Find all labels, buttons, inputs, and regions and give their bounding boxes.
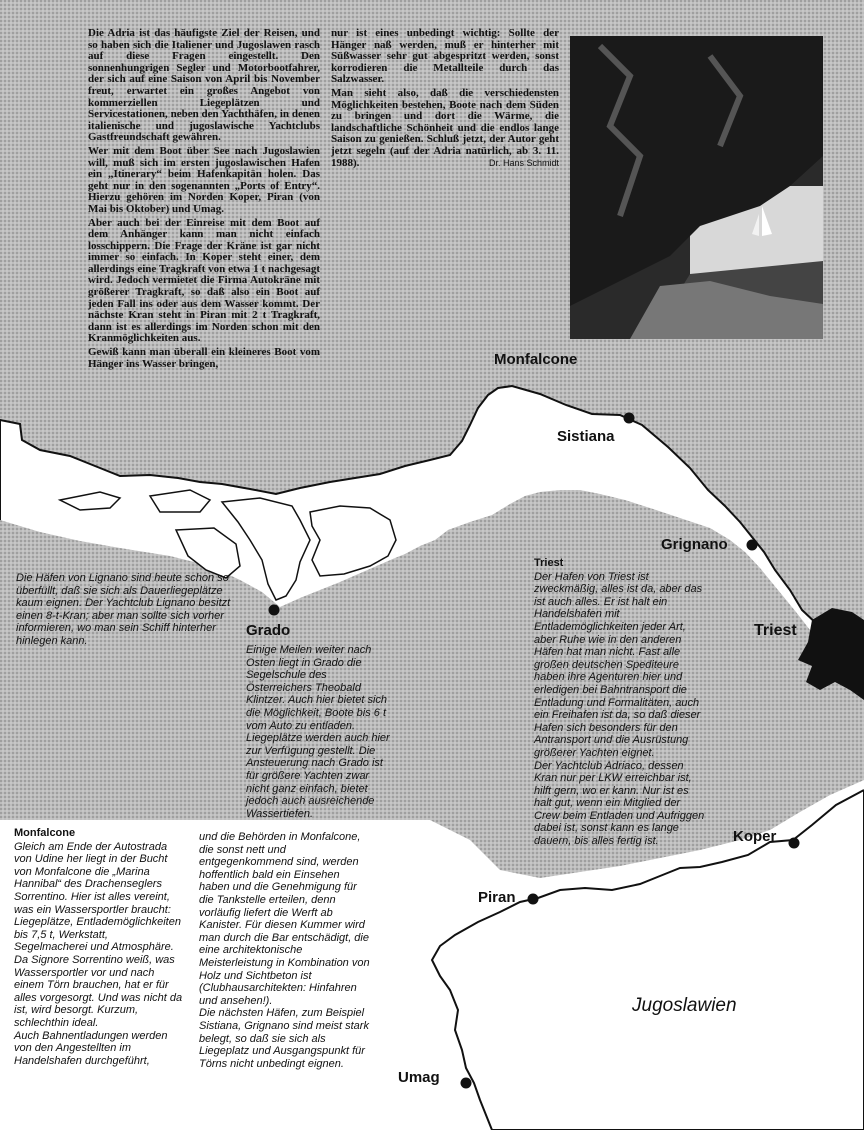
piran-dot: [528, 894, 539, 905]
city-label-umag: Umag: [398, 1069, 440, 1086]
article-paragraph: Wer mit dem Boot über See nach Jugoslawien will, muß sich im ersten jugoslawischen Hafen ein „Itinerary“ beim Hafenkapitän holen. Das geht nur in den sogenannten „Ports of Entry“. Hierzu gehören im Norden Koper, Piran (von Mai bis Oktober) und Umag.: [88, 144, 320, 215]
article-column-1: [88, 28, 320, 372]
caption-text: Der Hafen von Triest ist zweckmäßig, alles ist da, aber das ist auch alles. Er ist halt ein Handelshafen mit Entlademöglichkeiten jeder Art, aber Ruhe wie in den anderen Häfen hat man nicht. Fast alle großen deutschen Spediteure haben ihre Agenturen hier und erledigen bei Bahntransport die Entladung und Formalitäten, auch ein Freihafen ist da, so daß dieser Hafen sich besonders für den Antransport und die Ausrüstung größerer Yachten eignet.: [534, 570, 703, 759]
sistiana-dot: [624, 413, 635, 424]
article-paragraph: nur ist eines unbedingt wichtig: Sollte der Hänger naß werden, muß er hinterher mit Süßwasser sehr gut abgespritzt werden, sonst korrodieren die Metallteile durch das Salzwasser.: [331, 27, 559, 86]
caption-lignano: [16, 572, 236, 648]
umag-dot: [461, 1078, 472, 1089]
caption-monfalcone-a: [14, 827, 183, 1067]
pine-shore-photo-image: [570, 36, 823, 339]
city-label-koper: Koper: [733, 828, 777, 845]
caption-heading-monfalcone: Monfalcone: [14, 827, 76, 839]
caption-text: Die Häfen von Lignano sind heute schon so überfüllt, daß sie sich als Dauerliegeplätze kaum eignen. Der Yachtclub Lignano besitzt einen 8-t-Kran; aber man sollte sich vorher informieren, wo man sein Schiff hinterher hinlegen kann.: [16, 572, 231, 647]
article-paragraph: [331, 88, 559, 169]
grado-dot: [269, 605, 280, 616]
article-paragraph-text: Man sieht also, daß die verschiedensten Möglichkeiten bestehen, Boote nach dem Süden zu bringen und dort die Wärme, die landschaftliche Schönheit und die endlos lange Saison zu genießen. Schluß jetzt, der Autor geht jetzt segeln (auf der Adria natürlich, ab 3. 11. 1988).: [331, 86, 559, 169]
koper-dot: [789, 838, 800, 849]
article-column-2: [331, 28, 559, 171]
city-label-triest: Triest: [754, 622, 797, 639]
caption-text: Die nächsten Häfen, zum Beispiel Sistiana, Grignano sind meist stark belegt, so daß sie sich als Liegeplatz und Ausgangspunkt für Törns nicht unbedingt eignen.: [199, 1007, 369, 1070]
country-label-jugoslawien: Jugoslawien: [632, 995, 737, 1016]
article-paragraph: Die Adria ist das häufigste Ziel der Reisen, und so haben sich die Italiener und Jugoslawen rasch auf diese Fragen eingestellt. Den sonnenhungrigen Segler und Motorbootfahrer, der sich auf eine Saison von April bis November freut, erwartet ein großes Angebot von kommerziellen Liegeplätzen und Servicestationen, neben den Yachthäfen, in denen italienische und jugoslawische Yachtclubs Gastfreundschaft gewähren.: [88, 27, 320, 144]
caption-monfalcone-b: [199, 831, 371, 1070]
city-label-grado: Grado: [246, 622, 291, 639]
caption-grado: [246, 644, 392, 820]
caption-text: und die Behörden in Monfalcone, die sonst nett und entgegenkommend sind, werden hoffentlich bald ein Einsehen haben und die Genehmigung für die Tankstelle erteilen, denn vorläufig liefert die Werft ab Kanister. Für diesen Kummer wird man durch die Bar entschädigt, die eine architektonische Meisterleistung in Kombination von Holz und Sichtbeton ist (Clubhausarchitekten: Hinfahren und ansehen!).: [199, 831, 370, 1007]
article-paragraph: Aber auch bei der Einreise mit dem Boot auf dem Anhänger kann man nicht einfach losschippern. Die Frage der Kräne ist gar nicht immer so einfach. In Koper steht einer, dem allerdings eine Tragkraft von etwa 1 t nachgesagt wird. Jedoch vermietet die Firma Autokräne mit größerer Tragkraft, so daß also ein Boot auf jeden Fall ins oder aus dem Wasser kommt. Der nächste Kran steht in Piran mit 2 t Tragkraft, dann ist es allerdings im Norden schon mit den Kranmöglichkeiten aus.: [88, 216, 320, 345]
caption-text: Der Yachtclub Adriaco, dessen Kran nur per LKW erreichbar ist, hilft gern, wo er kann. Nur ist es halt gut, wenn ein Mitglied der Crew beim Entladen und Aufriggen dabei ist, sonst kann es lange dauern, bis alles fertig ist.: [534, 759, 705, 848]
city-label-piran: Piran: [478, 889, 516, 906]
caption-text: Gleich am Ende der Autostrada von Udine her liegt in der Bucht von Monfalcone die „Marina Hannibal“ des Drachenseglers Sorrentino. Hier ist alles vereint, was ein Wassersportler braucht: Liegeplätze, Entlademöglichkeiten bis 7,5 t, Werkstatt, Segelmacherei und Atmosphäre. Da Signore Sorrentino weiß, was Wassersportler vor und nach einem Törn brauchen, hat er für alles vorgesorgt. Und was nicht da ist, wird besorgt. Kurzum, schlechthin ideal.: [14, 840, 183, 1029]
caption-text: Einige Meilen weiter nach Osten liegt in Grado die Segelschule des Österreichers Theobald Klintzer. Auch hier bietet sich die Möglichkeit, Boote bis 6 t vom Auto zu entladen. Liegeplätze werden auch hier zur Verfügung gestellt. Die Ansteuerung nach Grado ist für größere Yachten zwar nicht ganz einfach, bietet jedoch auch ausreichende Wassertiefen.: [246, 644, 390, 820]
caption-heading-triest: Triest: [534, 557, 564, 569]
city-label-grignano: Grignano: [661, 536, 728, 553]
grignano-dot: [747, 540, 758, 551]
city-label-monfalcone: Monfalcone: [494, 351, 578, 368]
article-paragraph: Gewiß kann man überall ein kleineres Boot vom Hänger ins Wasser bringen,: [88, 346, 320, 370]
caption-text: Auch Bahnentladungen werden von den Angestellten im Handelshafen durchgeführt,: [14, 1029, 168, 1067]
coast-photo: [570, 36, 823, 339]
city-label-sistiana: Sistiana: [557, 428, 615, 445]
author-byline: Dr. Hans Schmidt: [488, 157, 559, 168]
caption-triest: [534, 557, 707, 848]
